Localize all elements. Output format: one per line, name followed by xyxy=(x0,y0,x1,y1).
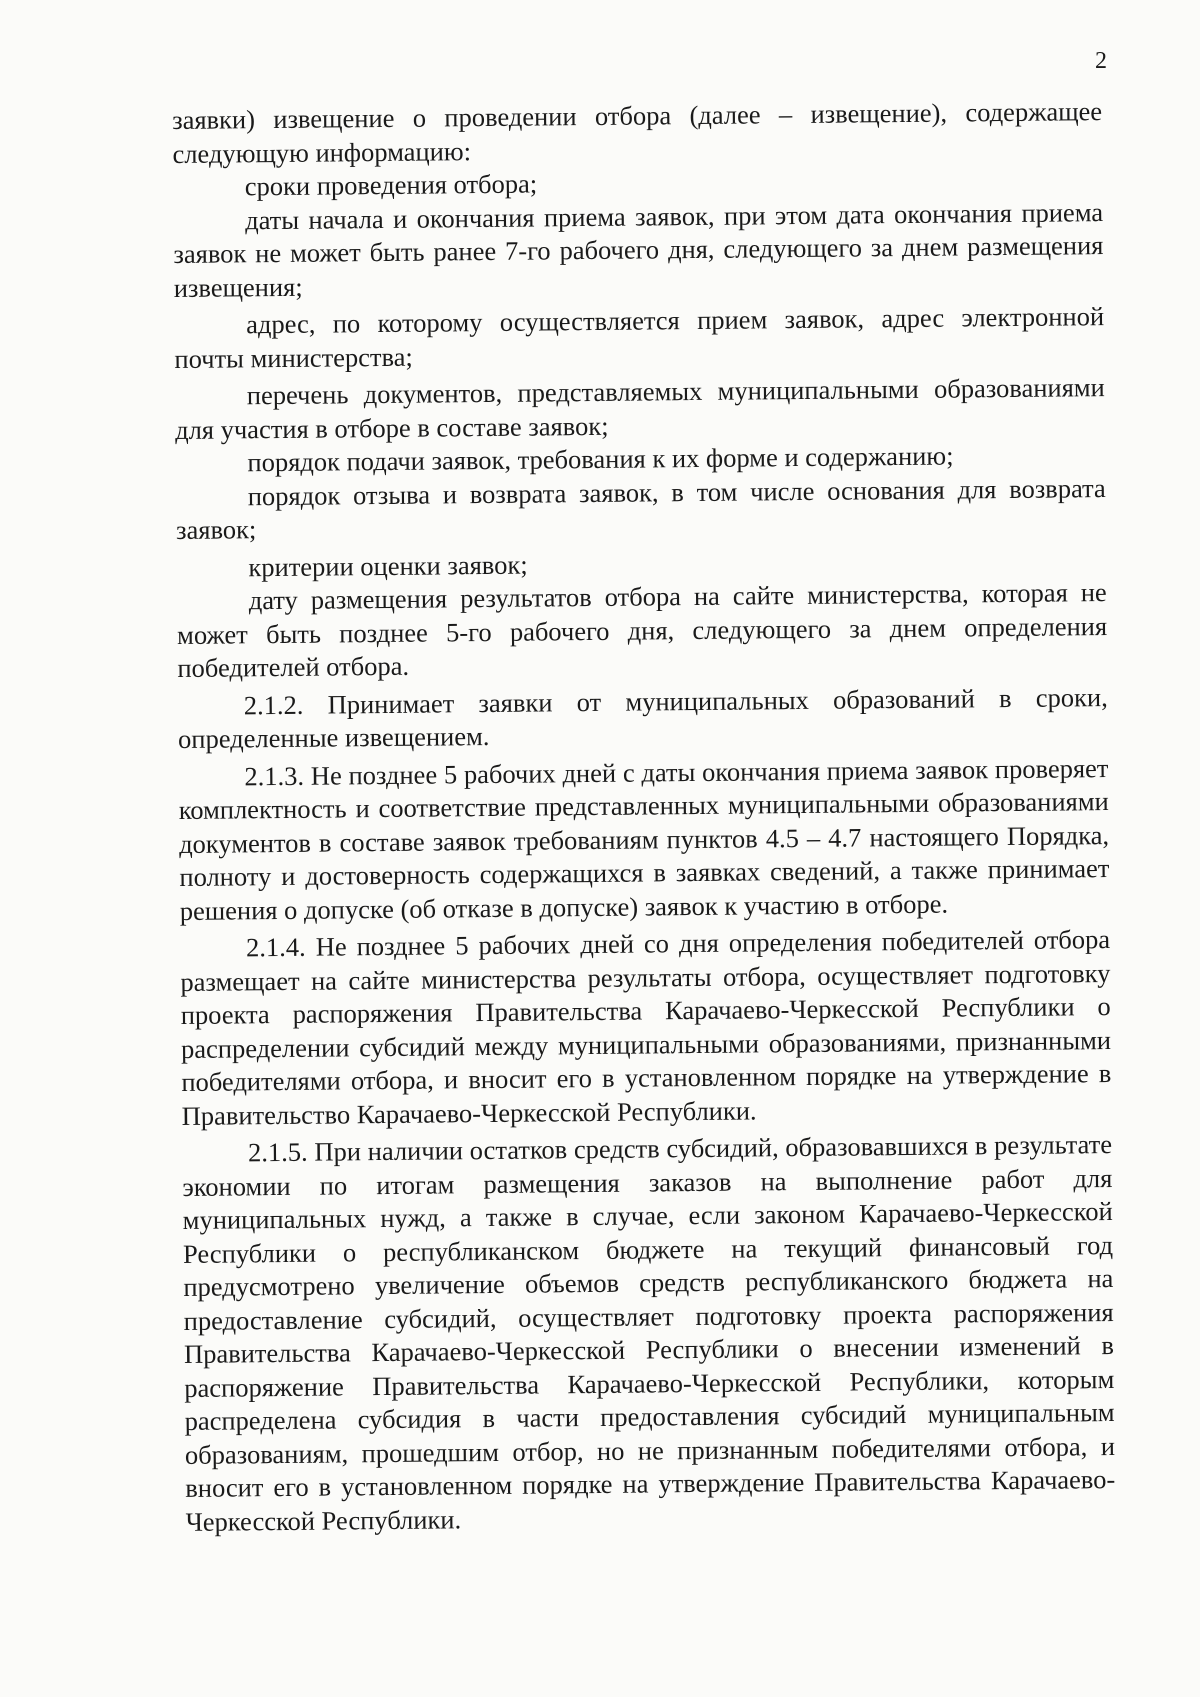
list-item-submission-order: порядок подачи заявок, требования к их форме и содержанию; xyxy=(247,440,954,478)
list-item-document-list: перечень документов, представляемых муниципальными образованиями для участия в отборе в составе заявок; xyxy=(174,372,1105,445)
paragraph-intro: заявки) извещение о проведении отбора (далее – извещение), содержащее следующую информацию: xyxy=(172,96,1103,169)
list-item-selection-dates: сроки проведения отбора; xyxy=(244,168,538,202)
page-number: 2 xyxy=(1095,48,1107,74)
list-item-withdrawal-order: порядок отзыва и возврата заявок, в том числе основания для возврата заявок; xyxy=(175,472,1106,545)
clause-2-1-2: 2.1.2. Принимает заявки от муниципальных образований в сроки, определенные извещением. xyxy=(177,681,1108,754)
clause-2-1-3: 2.1.3. Не позднее 5 рабочих дней с даты окончания приема заявок проверяет комплектность и соответствие представленных муниципальными образованиями документов в составе заявок требованиям пунктов 4.5 – 4.7 настоящего Порядка, полноту и достоверность содержащихся в заявках сведений, а также принимает решения о допуске (об отказе в допуске) заявок к участию в отборе. xyxy=(178,752,1110,926)
list-item-address: адрес, по которому осуществляется прием заявок, адрес электронной почты министерства; xyxy=(174,301,1105,374)
clause-2-1-4: 2.1.4. Не позднее 5 рабочих дней со дня определения победителей отбора размещает на сайте министерства результаты отбора, осуществляет подготовку проекта распоряжения Правительства Карачаево-Черкесской Республики о распределении субсидий между муниципальными образованиями, признанными победителями отбора, и вносит его в установленном порядке на утверждение в Правительство Карачаево-Черкесской Республики. xyxy=(180,924,1112,1131)
list-item-application-dates: даты начала и окончания приема заявок, при этом дата окончания приема заявок не может быть ранее 7-го рабочего дня, следующего за днем размещения извещения; xyxy=(173,196,1104,303)
clause-2-1-5: 2.1.5. При наличии остатков средств субсидий, образовавшихся в результате экономии по итогам размещения заказов на выполнение работ для муниципальных нужд, а также в случае, если законом Карачаево-Черкесской Республики о республиканском бюджете на текущий финансовый год предусмотрено увеличение объемов средств республиканского бюджета на предоставление субсидий, осуществляет подготовку проекта распоряжения Правительства Карачаево-Черкесской Республики о внесении изменений в распоряжение Правительства Карачаево-Черкесской Республики, которым распределена субсидия в части предоставления субсидий муниципальным образованиям, прошедшим отбор, но не признанным победителями отбора, и вносит его в установленном порядке на утверждение Правительства Карачаево-Черкесской Республики. xyxy=(182,1129,1116,1537)
list-item-results-date: дату размещения результатов отбора на сайте министерства, которая не может быть позднее 5-го рабочего дня, следующего за днем определения победителей отбора. xyxy=(176,577,1108,683)
list-item-criteria: критерии оценки заявок; xyxy=(248,549,528,582)
document-body xyxy=(172,95,1116,1539)
